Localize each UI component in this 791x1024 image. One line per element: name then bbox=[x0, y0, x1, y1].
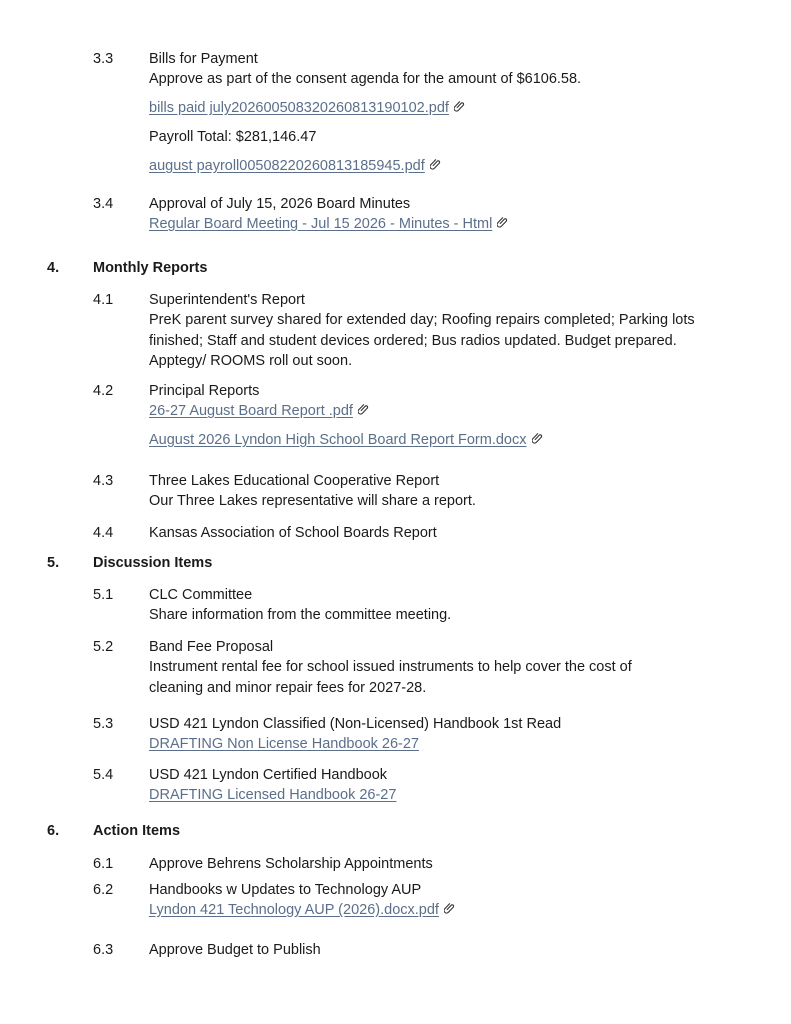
bills-paid-attachment-link[interactable]: bills paid july202600508320260813190102.pdf bbox=[149, 100, 449, 116]
section-title: Monthly Reports bbox=[93, 260, 208, 276]
item-title: Three Lakes Educational Cooperative Report bbox=[149, 473, 440, 489]
item-title: Kansas Association of School Boards Report bbox=[149, 525, 437, 541]
august-board-report-link[interactable]: 26-27 August Board Report .pdf bbox=[149, 403, 353, 419]
item-title: Principal Reports bbox=[149, 383, 260, 399]
item-number: 3.4 bbox=[93, 196, 114, 212]
item-number: 4.4 bbox=[93, 525, 114, 541]
item-number: 4.2 bbox=[93, 383, 114, 399]
non-license-handbook-link[interactable]: DRAFTING Non License Handbook 26-27 bbox=[149, 736, 419, 752]
item-description: Our Three Lakes representative will share a report. bbox=[149, 493, 476, 509]
item-title: USD 421 Lyndon Classified (Non-Licensed) Handbook 1st Read bbox=[149, 716, 562, 732]
item-title: CLC Committee bbox=[149, 587, 253, 603]
licensed-handbook-link[interactable]: DRAFTING Licensed Handbook 26-27 bbox=[149, 787, 397, 803]
item-number: 3.3 bbox=[93, 51, 114, 67]
item-title: Approve Budget to Publish bbox=[149, 942, 321, 958]
item-title: USD 421 Lyndon Certified Handbook bbox=[149, 767, 388, 783]
item-title: Band Fee Proposal bbox=[149, 639, 274, 655]
high-school-report-form-link[interactable]: August 2026 Lyndon High School Board Report Form.docx bbox=[149, 432, 527, 448]
board-minutes-attachment-link[interactable]: Regular Board Meeting - Jul 15 2026 - Minutes - Html bbox=[149, 216, 493, 232]
section-title: Discussion Items bbox=[93, 555, 213, 571]
item-number: 6.1 bbox=[93, 856, 114, 872]
item-title: Bills for Payment bbox=[149, 51, 258, 67]
item-title: Handbooks w Updates to Technology AUP bbox=[149, 882, 422, 898]
item-description: PreK parent survey shared for extended day; Roofing repairs completed; Parking lots finished; Staff and student devices ordered; Bus radios updated. Budget prepared. Apptegy/ ROOMS roll out soon. bbox=[149, 312, 695, 369]
item-description: Approve as part of the consent agenda for the amount of $6106.58. bbox=[149, 71, 582, 87]
section-number: 6. bbox=[47, 823, 60, 839]
item-number: 5.3 bbox=[93, 716, 114, 732]
paperclip-icon bbox=[430, 158, 441, 171]
item-number: 4.3 bbox=[93, 473, 114, 489]
section-title: Action Items bbox=[93, 823, 181, 839]
item-number: 5.4 bbox=[93, 767, 114, 783]
item-title: Superintendent's Report bbox=[149, 292, 305, 308]
section-number: 5. bbox=[47, 555, 60, 571]
payroll-total: Payroll Total: $281,146.47 bbox=[149, 129, 317, 145]
item-description: Instrument rental fee for school issued instruments to help cover the cost of cleaning and minor repair fees for 2027-28. bbox=[149, 659, 632, 696]
paperclip-icon bbox=[532, 432, 543, 445]
item-number: 5.2 bbox=[93, 639, 114, 655]
paperclip-icon bbox=[497, 216, 508, 229]
item-title: Approval of July 15, 2026 Board Minutes bbox=[149, 196, 411, 212]
item-description: Share information from the committee meeting. bbox=[149, 607, 452, 623]
paperclip-icon bbox=[358, 403, 369, 416]
item-number: 4.1 bbox=[93, 292, 114, 308]
section-number: 4. bbox=[47, 260, 60, 276]
item-title: Approve Behrens Scholarship Appointments bbox=[149, 856, 433, 872]
paperclip-icon bbox=[454, 100, 465, 113]
paperclip-icon bbox=[444, 902, 455, 915]
item-number: 6.3 bbox=[93, 942, 114, 958]
technology-aup-attachment-link[interactable]: Lyndon 421 Technology AUP (2026).docx.pdf bbox=[149, 902, 439, 918]
august-payroll-attachment-link[interactable]: august payroll00508220260813185945.pdf bbox=[149, 158, 425, 174]
item-number: 5.1 bbox=[93, 587, 114, 603]
item-number: 6.2 bbox=[93, 882, 114, 898]
